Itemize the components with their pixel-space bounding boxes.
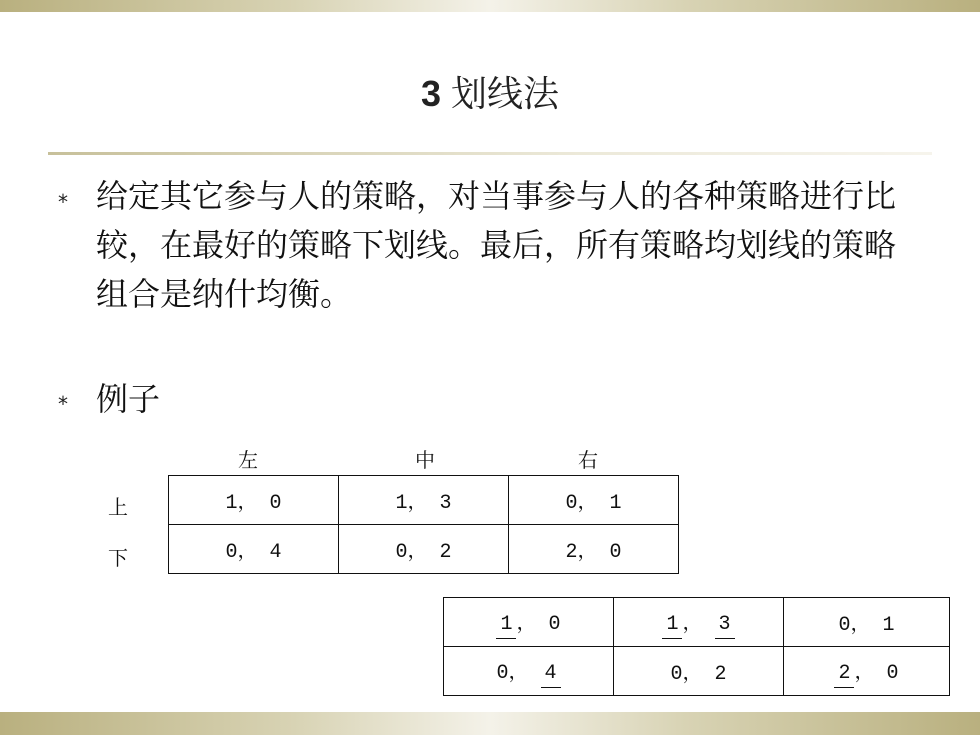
bullet-text-2: 例子 (96, 380, 161, 418)
payoff-separator: ， (508, 661, 529, 685)
marked-cell (614, 647, 784, 696)
marked-cell (784, 647, 950, 696)
payoff-separator: ， (854, 661, 875, 685)
underlined-payoff: 2 (834, 661, 854, 688)
marked-cell (444, 647, 614, 696)
slide-title (0, 70, 980, 119)
payoff-value: 0 (838, 614, 851, 637)
underlined-payoff: 3 (715, 612, 735, 639)
bottom-decorative-band (0, 712, 980, 735)
column-header-left: 左 (238, 448, 258, 472)
payoff-separator: ， (682, 612, 703, 636)
payoff-cell: 0， 2 (339, 525, 509, 574)
payoff-value: 0 (670, 663, 683, 686)
payoff-cell: 1， 3 (339, 476, 509, 525)
marked-cell (784, 598, 950, 647)
table-row (444, 598, 950, 647)
payoff-separator: ， (516, 612, 537, 636)
payoff-cell: 0， 4 (169, 525, 339, 574)
marked-cell (614, 598, 784, 647)
table-row (444, 647, 950, 696)
payoff-separator: ， (850, 614, 871, 637)
column-header-middle: 中 (415, 448, 435, 472)
table-row (169, 476, 679, 525)
payoff-value: 2 (714, 663, 727, 686)
payoff-value: 1 (882, 614, 895, 637)
marked-cell (444, 598, 614, 647)
payoff-cell: 2， 0 (509, 525, 679, 574)
underlined-payoff: 1 (662, 612, 682, 639)
payoff-value: 0 (496, 661, 509, 685)
top-decorative-band (0, 0, 980, 12)
bullet-marker-2: * (58, 392, 68, 416)
payoff-value: 0 (548, 612, 561, 636)
payoff-value: 0 (886, 661, 899, 685)
payoff-cell: 1， 0 (169, 476, 339, 525)
underlined-payoff: 1 (496, 612, 516, 639)
marked-payoff-matrix (443, 597, 950, 696)
row-header-down: 下 (108, 546, 128, 570)
payoff-matrix (168, 475, 679, 574)
bullet-text-1: 给定其它参与人的策略，对当事参与人的各种策略进行比较，在最好的策略下划线。最后，所有策略均划线的策略组合是纳什均衡。 (96, 177, 897, 313)
payoff-separator: ， (682, 663, 703, 686)
column-header-right: 右 (578, 448, 598, 472)
payoff-cell: 0， 1 (509, 476, 679, 525)
title-divider (48, 152, 932, 155)
underlined-payoff: 4 (541, 661, 561, 688)
title-number: 3 (420, 73, 441, 114)
table-row (169, 525, 679, 574)
bullet-marker-1: * (58, 190, 68, 214)
row-header-up: 上 (108, 495, 128, 519)
title-text: 划线法 (451, 74, 560, 115)
